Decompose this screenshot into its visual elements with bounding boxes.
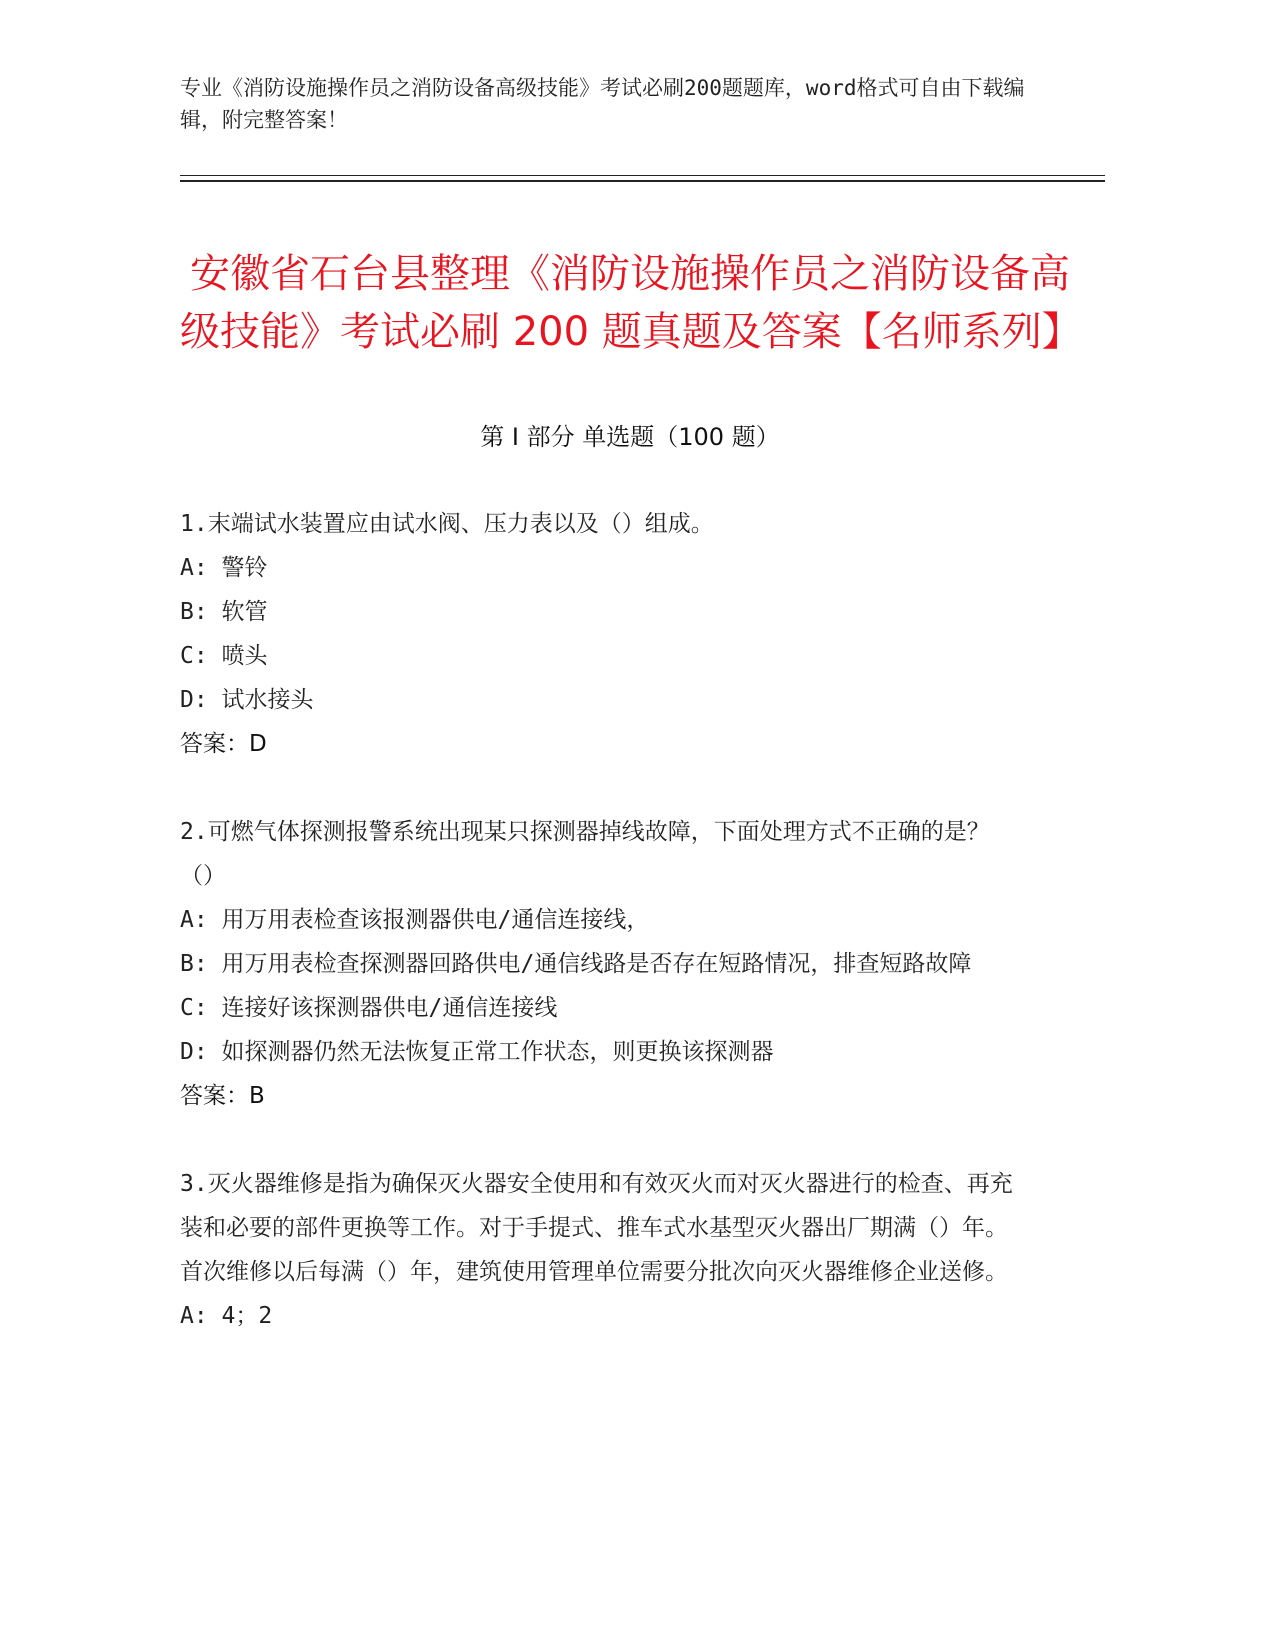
option-a: A: 用万用表检查该报测器供电/通信连接线， bbox=[180, 907, 650, 933]
option-c: C: 连接好该探测器供电/通信连接线 bbox=[180, 995, 558, 1021]
option-b: B: 软管 bbox=[180, 599, 268, 625]
section-heading: 第 I 部分 单选题（100 题） bbox=[480, 423, 780, 451]
header-note: 专业《消防设施操作员之消防设备高级技能》考试必刷200题题库，word格式可自由下载编辑，附完整答案！ bbox=[180, 76, 1025, 132]
header-divider-thick bbox=[180, 180, 1105, 182]
header-divider-thin bbox=[180, 175, 1105, 176]
option-d: D: 如探测器仍然无法恢复正常工作状态，则更换该探测器 bbox=[180, 1039, 774, 1065]
question-text: 2.可燃气体探测报警系统出现某只探测器掉线故障，下面处理方式不正确的是？（） bbox=[180, 819, 990, 889]
option-a: A: 警铃 bbox=[180, 555, 268, 581]
question-text: 3.灭火器维修是指为确保灭火器安全使用和有效灭火而对灭火器进行的检查、再充装和必要的部件更换等工作。对于手提式、推车式水基型灭火器出厂期满（）年。首次维修以后每满（）年，建筑使用管理单位需要分批次向灭火器维修企业送修。 bbox=[180, 1171, 1013, 1285]
option-c: C: 喷头 bbox=[180, 643, 268, 669]
option-a: A: 4；2 bbox=[180, 1303, 273, 1329]
answer: 答案：D bbox=[180, 731, 267, 757]
option-b: B: 用万用表检查探测器回路供电/通信线路是否存在短路情况，排查短路故障 bbox=[180, 951, 972, 977]
question-1 bbox=[180, 502, 1020, 766]
question-2 bbox=[180, 810, 1020, 1118]
question-list bbox=[180, 502, 1020, 1382]
document-title: 安徽省石台县整理《消防设施操作员之消防设备高级技能》考试必刷 200 题真题及答案【名师系列】 bbox=[180, 250, 1082, 355]
option-d: D: 试水接头 bbox=[180, 687, 314, 713]
answer: 答案：B bbox=[180, 1083, 265, 1109]
question-3 bbox=[180, 1162, 1020, 1338]
question-text: 1.末端试水装置应由试水阀、压力表以及（）组成。 bbox=[180, 511, 714, 537]
